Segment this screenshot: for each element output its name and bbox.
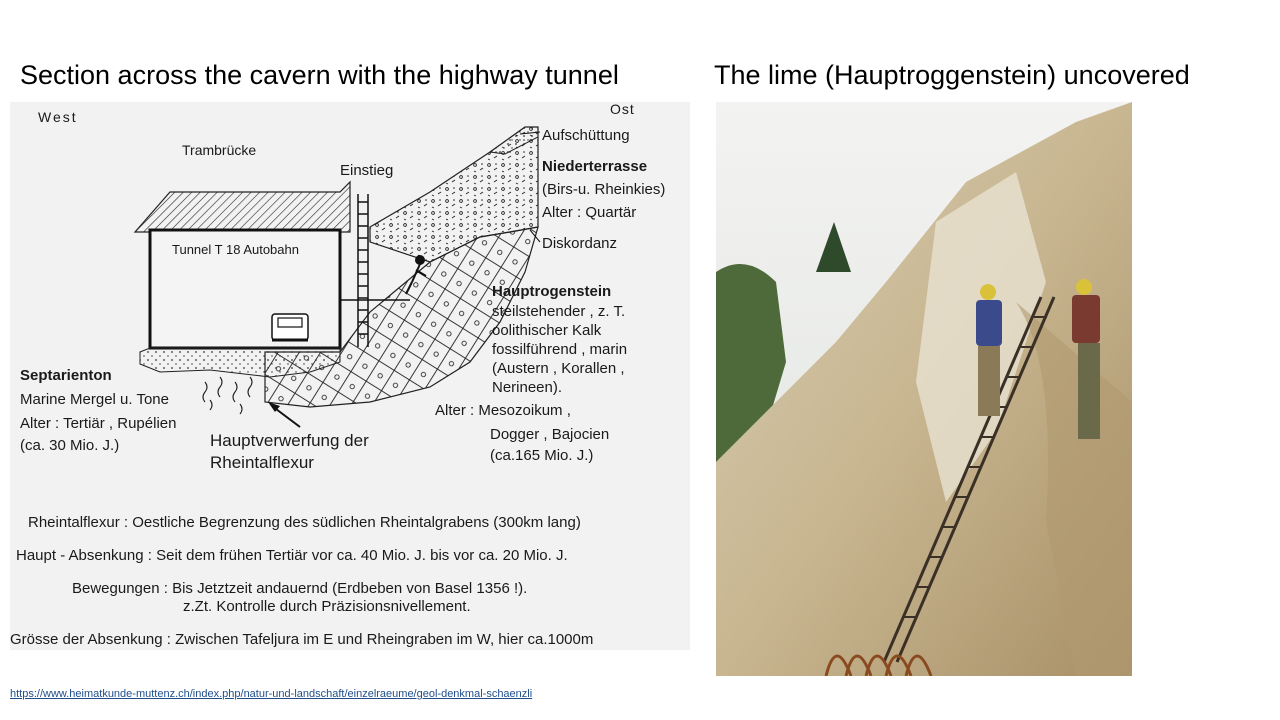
fault-marks bbox=[203, 377, 252, 414]
label-alter-meso: Alter : Mesozoikum , bbox=[435, 402, 571, 419]
label-tunnel: Tunnel T 18 Autobahn bbox=[172, 242, 299, 257]
text-haupt-absenkung: Haupt - Absenkung : Seit dem frühen Tertiär vor ca. 40 Mio. J. bis vor ca. 20 Mio. J. bbox=[16, 547, 568, 564]
limestone-photo bbox=[716, 102, 1132, 676]
label-h-line5: Nerineen). bbox=[492, 379, 563, 396]
car-icon bbox=[272, 314, 308, 340]
label-alter-quartaer: Alter : Quartär bbox=[542, 204, 637, 221]
label-dogger: Dogger , Bajocien bbox=[490, 426, 610, 443]
label-diskordanz: Diskordanz bbox=[542, 235, 618, 252]
label-trambruecke: Trambrücke bbox=[182, 142, 257, 158]
geological-section-diagram bbox=[10, 102, 690, 650]
label-hauptverwerfung-1: Hauptverwerfung der bbox=[210, 431, 369, 450]
text-rheintalflexur: Rheintalflexur : Oestliche Begrenzung des südlichen Rheintalgrabens (300km lang) bbox=[28, 514, 581, 531]
label-h-line3: fossilführend , marin bbox=[492, 341, 628, 358]
label-mio30: (ca. 30 Mio. J.) bbox=[20, 437, 120, 454]
label-aufschuettung: Aufschüttung bbox=[542, 127, 630, 144]
label-marine: Marine Mergel u. Tone bbox=[20, 391, 169, 408]
label-ost: Ost bbox=[610, 102, 635, 117]
label-niederterrasse: Niederterrasse bbox=[542, 158, 648, 175]
trambruecke-structure bbox=[135, 182, 350, 232]
label-mio165: (ca.165 Mio. J.) bbox=[490, 447, 594, 464]
title-left: Section across the cavern with the highway tunnel bbox=[20, 60, 619, 90]
label-west: West bbox=[38, 109, 78, 125]
label-hauptverwerfung-2: Rheintalflexur bbox=[210, 453, 314, 472]
label-h-line1: steilstehender , z. T. bbox=[492, 303, 626, 320]
label-septarienton: Septarienton bbox=[20, 367, 112, 384]
label-einstieg: Einstieg bbox=[340, 162, 394, 179]
label-h-line2: oolithischer Kalk bbox=[492, 322, 602, 339]
label-h-line4: (Austern , Korallen , bbox=[492, 360, 625, 377]
source-link[interactable]: https://www.heimatkunde-muttenz.ch/index.php/natur-und-landschaft/einzelraeume/geol-denkmal-schaenzli bbox=[10, 688, 533, 700]
title-right: The lime (Hauptroggenstein) uncovered bbox=[714, 60, 1190, 90]
text-bewegungen-1: Bewegungen : Bis Jetztzeit andauernd (Erdbeben von Basel 1356 !). bbox=[72, 580, 528, 597]
person-on-ladder bbox=[976, 284, 1002, 416]
label-hauptrogenstein: Hauptrogenstein bbox=[492, 283, 612, 300]
label-birs: (Birs-u. Rheinkies) bbox=[542, 181, 666, 198]
label-alter-tertiaer: Alter : Tertiär , Rupélien bbox=[20, 415, 177, 432]
text-groesse: Grösse der Absenkung : Zwischen Tafeljura im E und Rheingraben im W, hier ca.1000m bbox=[10, 631, 594, 648]
text-bewegungen-2: z.Zt. Kontrolle durch Präzisionsnivellement. bbox=[183, 598, 471, 615]
